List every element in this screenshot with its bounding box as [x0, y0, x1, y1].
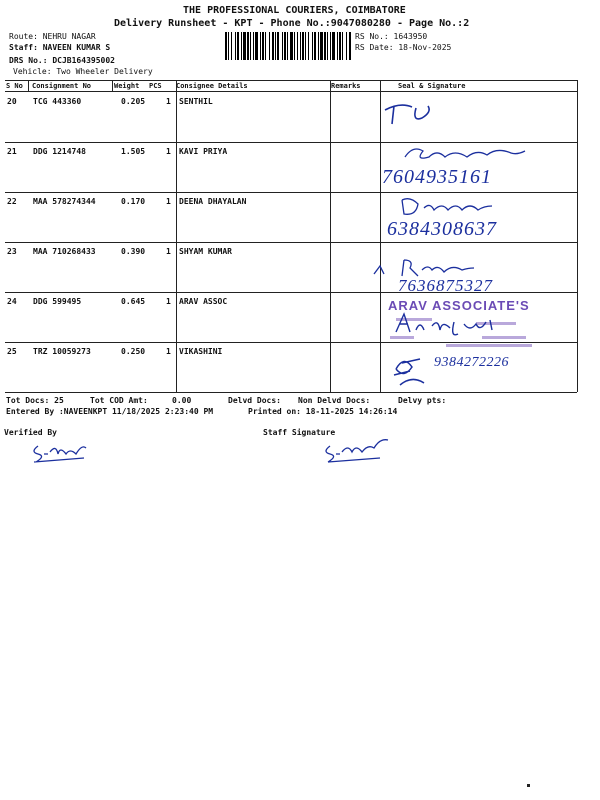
- rs-date: RS Date: 18-Nov-2025: [355, 43, 452, 52]
- barcode-bar: [269, 32, 270, 60]
- barcode-bar: [265, 32, 266, 60]
- barcode-bar: [300, 32, 301, 60]
- barcode-bar: [337, 32, 338, 60]
- barcode-bar: [225, 32, 227, 60]
- row-separator: [5, 242, 577, 243]
- barcode-bar: [346, 32, 347, 60]
- col-header-seal: Seal & Signature: [398, 82, 466, 90]
- row-consignee: KAVI PRIYA: [179, 147, 228, 156]
- barcode-bar: [241, 32, 242, 60]
- vehicle-label: Vehicle: Two Wheeler Delivery: [13, 67, 153, 76]
- row-weight: 1.505: [121, 147, 146, 156]
- barcode-bar: [297, 32, 298, 60]
- barcode-bar: [320, 32, 323, 60]
- row-pcs: 1: [166, 147, 171, 156]
- handwritten-phone-row-23: 7636875327: [398, 276, 493, 295]
- barcode-bar: [339, 32, 341, 60]
- signature-row-24: [392, 308, 512, 338]
- drs-number: DRS No.: DCJB164395002: [9, 56, 115, 65]
- row-weight: 0.390: [121, 247, 146, 256]
- handwritten-phone-row-25: 9384272226: [434, 355, 509, 370]
- row-sno: 20: [7, 97, 17, 106]
- delivered-docs: Delvd Docs:: [228, 396, 281, 405]
- barcode-bar: [290, 32, 293, 60]
- barcode-bar: [332, 32, 335, 60]
- row-sno: 21: [7, 147, 17, 156]
- row-pcs: 1: [166, 247, 171, 256]
- staff-signature-label: Staff Signature: [263, 428, 336, 437]
- row-consignee: SHYAM KUMAR: [179, 247, 232, 256]
- table-header-border: [5, 91, 577, 92]
- staff-signature: [318, 432, 398, 466]
- row-pcs: 1: [166, 97, 171, 106]
- row-weight: 0.250: [121, 347, 146, 356]
- barcode-bar: [282, 32, 283, 60]
- barcode-bar: [275, 32, 276, 60]
- total-cod-value: 0.00: [172, 396, 192, 405]
- barcode-bar: [250, 32, 251, 60]
- barcode-bar: [302, 32, 304, 60]
- barcode-bar: [247, 32, 249, 60]
- col-divider: [28, 80, 29, 92]
- barcode-bar: [312, 32, 313, 60]
- signature-row-25: [390, 345, 440, 390]
- barcode-bar: [308, 32, 309, 60]
- col-divider: [330, 80, 331, 392]
- delivery-points: Delvy pts:: [398, 396, 447, 405]
- barcode-bar: [327, 32, 328, 60]
- row-consignee: ARAV ASSOC: [179, 297, 228, 306]
- company-title: THE PROFESSIONAL COURIERS, COIMBATORE: [183, 5, 406, 16]
- row-consignment: MAA 710268433: [33, 247, 96, 256]
- row-weight: 0.205: [121, 97, 146, 106]
- rs-number: RS No.: 1643950: [355, 32, 428, 41]
- row-consignee: VIKASHINI: [179, 347, 223, 356]
- table-bottom-border: [5, 392, 577, 393]
- row-consignee: DEENA DHAYALAN: [179, 197, 247, 206]
- barcode-bar: [342, 32, 343, 60]
- barcode-bar: [330, 32, 331, 60]
- row-consignee: SENTHIL: [179, 97, 213, 106]
- col-header-consignee: Consignee Details: [176, 82, 248, 90]
- row-sno: 22: [7, 197, 17, 206]
- col-divider: [112, 80, 113, 92]
- col-header-weight: Weight: [114, 82, 140, 90]
- staff-label: Staff: NAVEEN KUMAR S: [9, 43, 111, 52]
- col-header-pcs: PCS: [149, 82, 162, 90]
- barcode-bar: [277, 32, 279, 60]
- barcode-bar: [314, 32, 316, 60]
- barcode-bar: [318, 32, 319, 60]
- row-separator: [5, 192, 577, 193]
- row-consignment: DDG 1214748: [33, 147, 86, 156]
- row-pcs: 1: [166, 197, 171, 206]
- barcode-bar: [237, 32, 239, 60]
- row-weight: 0.170: [121, 197, 146, 206]
- row-consignment: MAA 578274344: [33, 197, 96, 206]
- barcode: [224, 32, 352, 60]
- scan-speck: [527, 784, 530, 787]
- col-divider: [176, 80, 177, 392]
- barcode-bar: [228, 32, 229, 60]
- signature-row-22: [396, 194, 506, 218]
- barcode-bar: [305, 32, 306, 60]
- verified-by-signature: [28, 438, 98, 466]
- row-consignment: TRZ 10059273: [33, 347, 91, 356]
- barcode-bar: [235, 32, 236, 60]
- stamp-title: ARAV ASSOCIATE'S: [388, 298, 530, 313]
- barcode-bar: [262, 32, 264, 60]
- col-divider: [577, 80, 578, 392]
- signature-row-20: [380, 98, 460, 128]
- entered-by: Entered By :NAVEENKPT 11/18/2025 2:23:40 PM: [6, 407, 214, 416]
- barcode-bar: [287, 32, 288, 60]
- row-sno: 23: [7, 247, 17, 256]
- row-consignment: DDG 599495: [33, 297, 82, 306]
- barcode-bar: [253, 32, 254, 60]
- runsheet-subtitle: Delivery Runsheet - KPT - Phone No.:9047080280 - Page No.:2: [114, 18, 470, 29]
- barcode-bar: [255, 32, 258, 60]
- col-header-consignment: Consignment No: [32, 82, 92, 90]
- handwritten-phone-row-22: 6384308637: [387, 218, 497, 240]
- barcode-bar: [272, 32, 274, 60]
- barcode-bar: [349, 32, 351, 60]
- total-docs: Tot Docs: 25: [6, 396, 64, 405]
- row-consignment: TCG 443360: [33, 97, 82, 106]
- col-header-remarks: Remarks: [331, 82, 361, 90]
- row-pcs: 1: [166, 297, 171, 306]
- barcode-bar: [231, 32, 232, 60]
- verified-by-label: Verified By: [4, 428, 57, 437]
- total-cod-label: Tot COD Amt:: [90, 396, 148, 405]
- non-delivered-docs: Non Delvd Docs:: [298, 396, 371, 405]
- row-weight: 0.645: [121, 297, 146, 306]
- row-sno: 25: [7, 347, 17, 356]
- barcode-bar: [324, 32, 326, 60]
- barcode-bar: [260, 32, 261, 60]
- printed-on: Printed on: 18-11-2025 14:26:14: [248, 407, 398, 416]
- barcode-bar: [284, 32, 286, 60]
- row-sno: 24: [7, 297, 17, 306]
- signature-row-21: [385, 143, 535, 168]
- route-label: Route: NEHRU NAGAR: [9, 32, 96, 41]
- col-header-sno: S No: [6, 82, 23, 90]
- handwritten-phone-row-21: 7604935161: [382, 166, 492, 188]
- barcode-bar: [243, 32, 246, 60]
- table-top-border: [5, 80, 577, 81]
- barcode-bar: [294, 32, 295, 60]
- row-pcs: 1: [166, 347, 171, 356]
